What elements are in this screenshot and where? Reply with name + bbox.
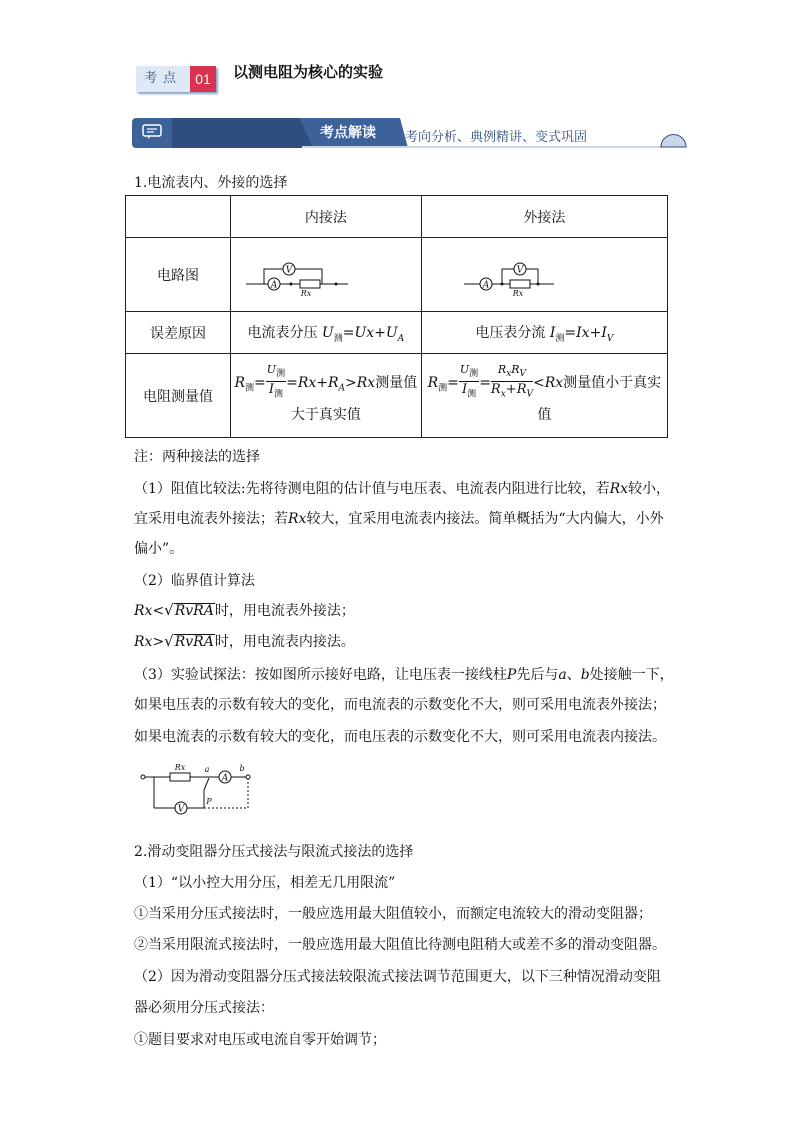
outer-measure-line2: 值: [537, 407, 552, 424]
method3-line2: 如果电压表的示数有较大的变化，而电流表的示数变化不大，则可采用电流表外接法；: [134, 697, 666, 713]
point-b-label: b: [239, 764, 245, 773]
row-label-measure: 电阻测量值: [126, 354, 231, 438]
method1-line1: （1）阻值比较法:先将待测电阻的估计值与电压表、电流表内阻进行比较，若Rx较小，: [134, 481, 671, 497]
inner-circuit-cell: [230, 238, 421, 312]
outer-error-text: 电压表分流: [475, 324, 546, 341]
topic-badge-label: 考点: [136, 66, 190, 92]
banner-lead: 考点解读: [320, 124, 376, 140]
resistor-label: Rx: [513, 288, 524, 298]
row-label-circuit: 电路图: [126, 238, 231, 312]
method2-line1: Rx<√RvRA时，用电流表外接法；: [134, 601, 355, 619]
note-title: 注：两种接法的选择: [134, 449, 260, 465]
voltmeter-label: V: [517, 265, 524, 275]
point-a-label: a: [204, 765, 210, 774]
outer-measure-formula: $R_测=$ $\frac{U_测}{I_测}$ = $\frac{R_xR_V}{R_x+R_V}$ <Rx测量值小于真实: [422, 363, 667, 403]
banner-subtitle: 考向分析、典例精讲、变式巩固: [405, 129, 588, 144]
sqrt-expression: RvRA: [174, 603, 214, 619]
topic-badge-number: 01: [190, 66, 216, 92]
col-header-outer: 外接法: [421, 196, 667, 238]
inner-measure-formula: $R_测=$ $\frac{U_测}{I_测}$ $=Rx+R_A>Rx$测量值: [231, 363, 421, 403]
method2-line2: Rx>√RvRA时，用电流表内接法。: [134, 632, 355, 650]
voltmeter-label: V: [177, 804, 185, 815]
table-row: [126, 354, 668, 438]
method1-line2: 宜采用电流表外接法；若Rx较大，宜采用电流表内接法。简单概括为“大内偏大，小外: [134, 511, 664, 527]
point-p-label: P: [206, 797, 212, 806]
fraction: $\frac{U_测}{I_测}$: [266, 362, 286, 400]
trial-method-circuit: [138, 760, 268, 818]
sqrt-expression: RvRA: [174, 634, 214, 650]
ammeter-comparison-table: [125, 195, 668, 438]
method1-line3: 偏小”。: [134, 541, 184, 557]
outer-measure-cell: [421, 354, 667, 438]
section2-p1: （1）“以小控大用分压，相差无几用限流”: [134, 875, 396, 891]
section2-p6: ①题目要求对电压或电流自零开始调节；: [134, 1032, 386, 1048]
table-row: [126, 238, 668, 312]
fraction: $\frac{U_测}{I_测}$: [459, 362, 479, 400]
section2-p5: 器必须用分压式接法：: [134, 1000, 274, 1016]
method3-line3: 如果电流表的示数有较大的变化，而电压表的示数变化不大，则可采用电流表内接法。: [134, 729, 666, 745]
section2-heading: 2.滑动变阻器分压式接法与限流式接法的选择: [134, 844, 414, 860]
outer-error-cell: 电压表分流 $I_测=Ix+I_V$: [421, 312, 667, 354]
inner-error-cell: 电流表分压 $U_测=Ux+U_A$: [230, 312, 421, 354]
outer-circuit-cell: [421, 238, 667, 312]
section2-p4: （2）因为滑动变阻器分压式接法较限流式接法调节范围更大，以下三种情况滑动变阻: [134, 969, 661, 985]
row-label-error: 误差原因: [126, 312, 231, 354]
ammeter-label: A: [483, 280, 490, 290]
col-header-inner: 内接法: [230, 196, 421, 238]
inner-measure-line2: 大于真实值: [290, 407, 361, 424]
resistor-label: Rx: [300, 288, 312, 298]
method3-line1: （3）实验试探法：按如图所示接好电路，让电压表一接线柱P先后与a、b处接触一下，: [134, 667, 674, 683]
chat-icon: [142, 124, 162, 140]
ammeter-label: A: [270, 280, 278, 290]
table-corner-cell: [126, 196, 231, 238]
fraction: $\frac{R_xR_V}{R_x+R_V}$: [490, 362, 533, 400]
inner-error-text: 电流表分压: [247, 324, 318, 341]
outer-connection-diagram: [454, 243, 634, 303]
section2-p2: ①当采用分压式接法时，一般应选用最大阻值较小，而额定电流较大的滑动变阻器；: [134, 906, 652, 922]
topic-title: 以测电阻为核心的实验: [233, 64, 384, 81]
section-banner: [132, 118, 692, 148]
section2-p3: ②当采用限流式接法时，一般应选用最大阻值比待测电阻稍大或差不多的滑动变阻器。: [134, 937, 666, 953]
topic-badge: [136, 66, 216, 92]
section1-heading: 1.电流表内、外接的选择: [134, 175, 288, 191]
table-row: [126, 196, 668, 238]
inner-connection-diagram: [236, 243, 416, 303]
voltmeter-label: V: [285, 265, 293, 275]
table-row: [126, 312, 668, 354]
resistor-label: Rx: [174, 763, 186, 772]
method2-title: （2）临界值计算法: [134, 573, 255, 589]
inner-measure-cell: [230, 354, 421, 438]
ammeter-label: A: [221, 773, 229, 784]
